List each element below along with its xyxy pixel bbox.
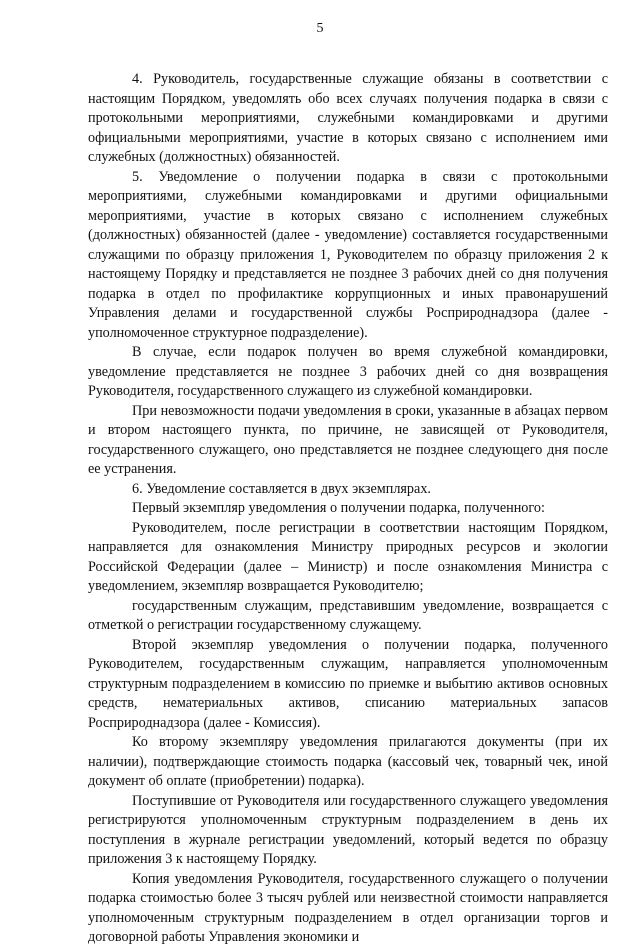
page-number: 5 bbox=[316, 21, 324, 36]
paragraph-impossibility: При невозможности подачи уведомления в сроки, указанные в абзацах первом и втором настоящего пункта, по причине, не зависящей от Руководителя, государственного служащего, оно представляется не позднее следующего дня после ее устранения. bbox=[88, 402, 608, 477]
paragraph-second-copy: Второй экземпляр уведомления о получении подарка, полученного Руководителем, государственным служащим, направляется уполномоченным структурным подразделением в комиссию по приемке и выбытию активов основных средств, нематериальных активов, списанию материальных запасов Росприроднадзора (далее - Комиссия). bbox=[88, 636, 608, 731]
paragraph-business-trip: В случае, если подарок получен во время служебной командировки, уведомление представляется не позднее 3 рабочих дней со дня возвращения Руководителя, государственного служащего из служебной командировки. bbox=[88, 344, 608, 399]
paragraph-registration: Поступившие от Руководителя или государственного служащего уведомления регистрируются уполномоченным структурным подразделением в день их поступления в журнале регистрации уведомлений, который ведется по образцу приложения 3 к настоящему Порядку. bbox=[88, 792, 608, 867]
paragraph-item-5: 5. Уведомление о получении подарка в связи с протокольными мероприятиями, служебными командировками и другими официальными мероприятиями, участие в которых связано с исполнением служебных (должностных) обязанностей (далее - уведомление) составляется государственными служащими по образцу приложения 1, Руководителем по образцу приложения 2 к настоящему Порядку и представляется не позднее 3 рабочих дней со дня получения подарка в отдел по профилактике коррупционных и иных правонарушений Управления делами и государственной службы Росприроднадзора (далее - уполномоченное структурное подразделение). bbox=[88, 168, 608, 341]
paragraph-item-4: 4. Руководитель, государственные служащие обязаны в соответствии с настоящим Порядком, уведомлять обо всех случаях получения подарка в связи с протокольными мероприятиями, служебными командировками и другими официальными мероприятиями, участие в которых связано с исполнением ими служебных (должностных) обязанностей. bbox=[88, 71, 608, 165]
paragraph-employee-copy: государственным служащим, представившим уведомление, возвращается с отметкой о регистрации государственному служащему. bbox=[88, 597, 608, 633]
paragraph-attachments: Ко второму экземпляру уведомления прилагаются документы (при их наличии), подтверждающие стоимость подарка (кассовый чек, товарный чек, иной документ об оплате (приобретении) подарка). bbox=[88, 734, 608, 789]
document-body bbox=[88, 70, 608, 948]
paragraph-item-6: 6. Уведомление составляется в двух экземплярах. bbox=[132, 480, 431, 497]
paragraph-first-copy: Первый экземпляр уведомления о получении подарка, полученного: bbox=[132, 500, 545, 516]
paragraph-copy-forwarding: Копия уведомления Руководителя, государственного служащего о получении подарка стоимостью более 3 тысяч рублей или неизвестной стоимости направляется уполномоченным структурным подразделением в отдел организации торгов и договорной работы Управления экономики и bbox=[88, 870, 608, 945]
paragraph-head-copy: Руководителем, после регистрации в соответствии настоящим Порядком, направляется для ознакомления Министру природных ресурсов и экологии Российской Федерации (далее – Министр) и после ознакомления Министра с уведомлением, экземпляр возвращается Руководителю; bbox=[88, 519, 608, 594]
